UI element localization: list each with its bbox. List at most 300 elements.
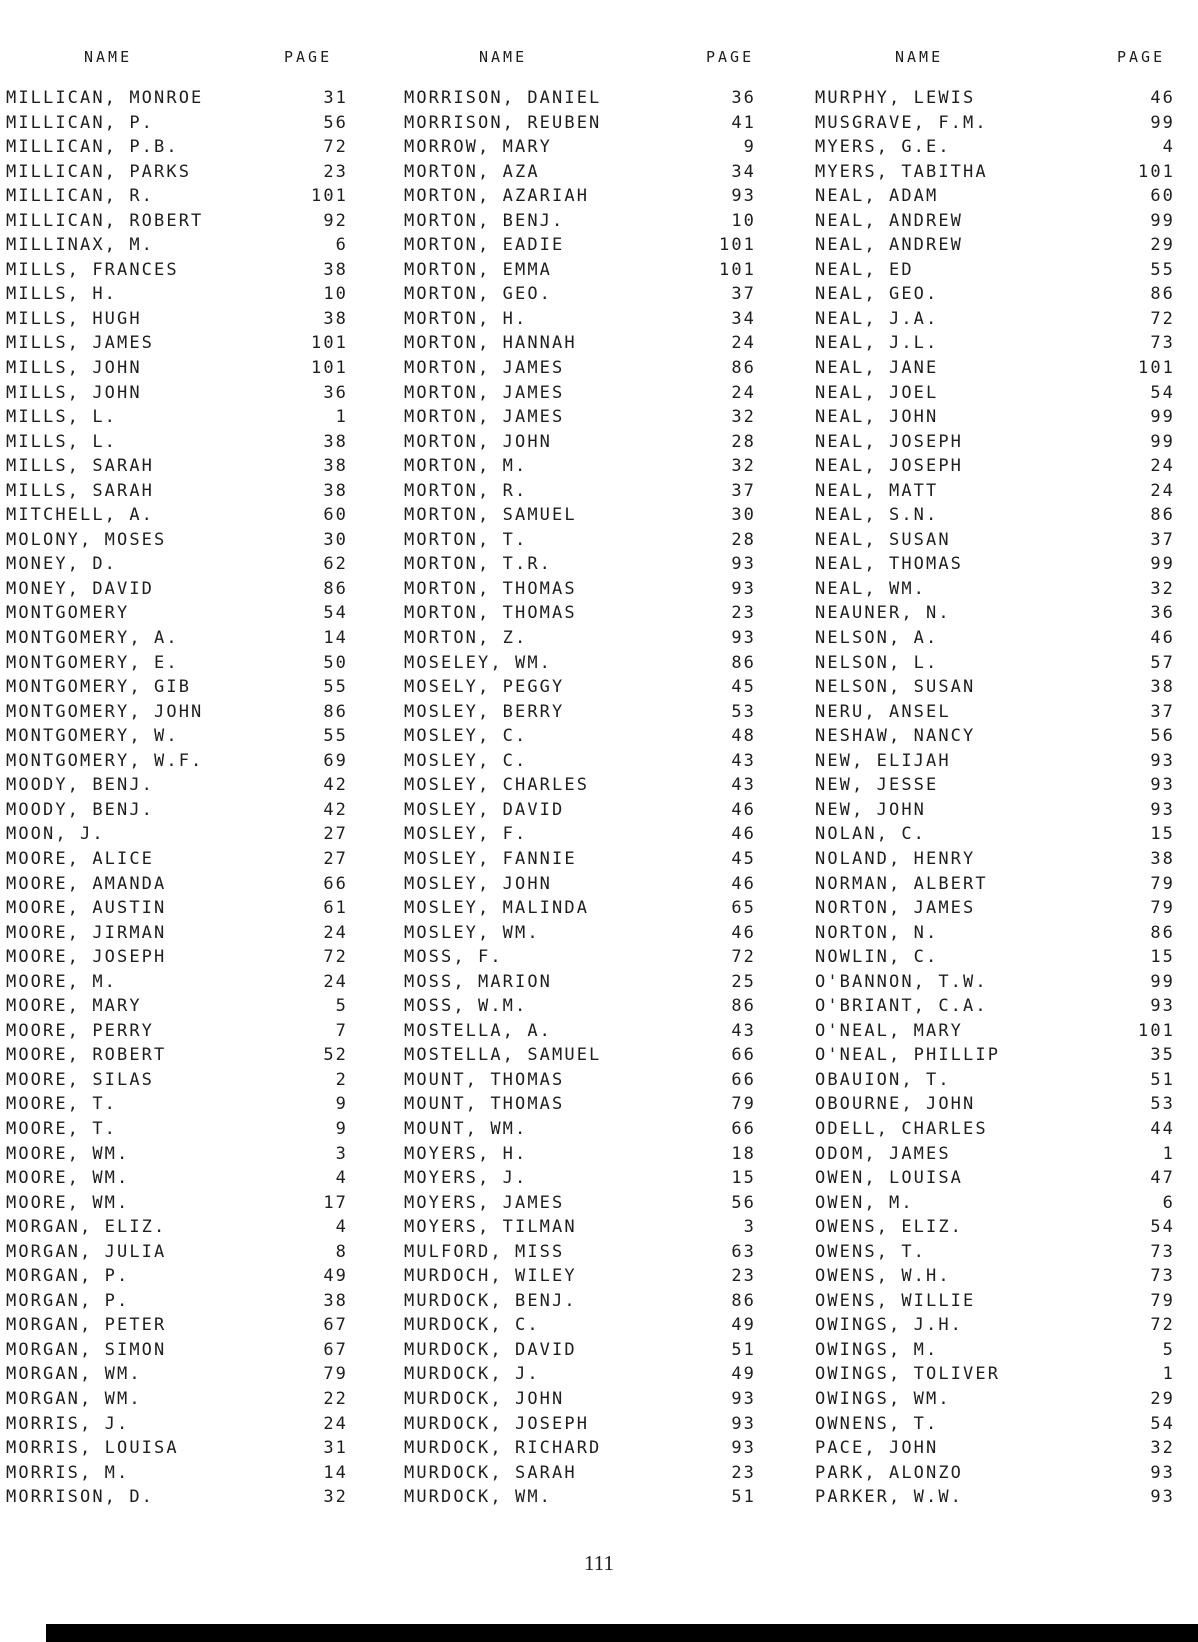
entry-name: NEAL, JOHN bbox=[815, 407, 939, 428]
entry-name: MONTGOMERY, E. bbox=[6, 652, 179, 673]
entry-page: 46 bbox=[731, 873, 756, 894]
entry-page: 23 bbox=[731, 603, 756, 624]
entry-page: 43 bbox=[731, 775, 756, 796]
entry-page: 93 bbox=[731, 554, 756, 575]
entry-page: 15 bbox=[731, 1168, 756, 1189]
entry-name: NEAL, JANE bbox=[815, 358, 939, 379]
entry-page: 69 bbox=[323, 750, 348, 771]
entry-page: 38 bbox=[323, 456, 348, 477]
entry-page: 60 bbox=[1150, 186, 1175, 207]
entry-page: 37 bbox=[731, 284, 756, 305]
entry-name: MOYERS, H. bbox=[404, 1143, 528, 1164]
entry-page: 22 bbox=[323, 1388, 348, 1409]
entry-page: 14 bbox=[323, 1462, 348, 1483]
entry-page: 93 bbox=[1150, 775, 1175, 796]
entry-page: 46 bbox=[731, 799, 756, 820]
entry-name: OWINGS, WM. bbox=[815, 1388, 951, 1409]
entry-name: MOORE, WM. bbox=[6, 1143, 130, 1164]
entry-page: 55 bbox=[323, 726, 348, 747]
entry-name: MILLS, L. bbox=[6, 431, 118, 452]
entry-page: 47 bbox=[1150, 1168, 1175, 1189]
entry-name: MILLS, FRANCES bbox=[6, 259, 179, 280]
entry-name: MILLICAN, ROBERT bbox=[6, 210, 204, 231]
entry-name: MOUNT, THOMAS bbox=[404, 1094, 565, 1115]
entry-page: 32 bbox=[1150, 1438, 1175, 1459]
entry-page: 23 bbox=[731, 1266, 756, 1287]
entry-name: MOSTELLA, A. bbox=[404, 1020, 553, 1041]
entry-page: 99 bbox=[1150, 112, 1175, 133]
entry-page: 93 bbox=[731, 186, 756, 207]
entry-name: MURDOCK, J. bbox=[404, 1364, 540, 1385]
entry-page: 53 bbox=[1150, 1094, 1175, 1115]
entry-name: MORTON, SAMUEL bbox=[404, 505, 577, 526]
entry-page: 49 bbox=[323, 1266, 348, 1287]
entry-page: 1 bbox=[1162, 1364, 1175, 1385]
entry-page: 17 bbox=[323, 1192, 348, 1213]
entry-name: MOSLEY, JOHN bbox=[404, 873, 553, 894]
entry-page: 45 bbox=[731, 677, 756, 698]
entry-page: 9 bbox=[335, 1118, 348, 1139]
entry-name: MOORE, PERRY bbox=[6, 1020, 155, 1041]
entry-name: MURDOCK, DAVID bbox=[404, 1339, 577, 1360]
entry-name: MURDOCK, BENJ. bbox=[404, 1290, 577, 1311]
entry-name: PARKER, W.W. bbox=[815, 1487, 964, 1508]
entry-page: 46 bbox=[1150, 88, 1175, 108]
entry-page: 18 bbox=[731, 1143, 756, 1164]
entry-page: 49 bbox=[731, 1315, 756, 1336]
entry-name: MORROW, MARY bbox=[404, 137, 553, 158]
entry-name: MOORE, ROBERT bbox=[6, 1045, 167, 1066]
entry-name: NEAL, ANDREW bbox=[815, 210, 964, 231]
entry-name: NEAL, MATT bbox=[815, 480, 939, 501]
entry-name: MURDOCK, WM. bbox=[404, 1487, 553, 1508]
entry-page: 72 bbox=[731, 947, 756, 968]
entry-page: 28 bbox=[731, 529, 756, 550]
entry-page: 24 bbox=[731, 333, 756, 354]
entry-name: MILLS, L. bbox=[6, 407, 118, 428]
entry-page: 67 bbox=[323, 1315, 348, 1336]
entry-name: NOWLIN, C. bbox=[815, 947, 939, 968]
entry-page: 101 bbox=[310, 358, 348, 379]
entry-page: 43 bbox=[731, 1020, 756, 1041]
entry-name: MOSELEY, WM. bbox=[404, 652, 553, 673]
entry-page: 30 bbox=[323, 529, 348, 550]
entry-page: 101 bbox=[718, 259, 756, 280]
entry-name: MONTGOMERY, W. bbox=[6, 726, 179, 747]
entry-name: MORTON, Z. bbox=[404, 628, 528, 649]
entry-page: 72 bbox=[323, 947, 348, 968]
entry-page: 93 bbox=[1150, 799, 1175, 820]
entry-name: MILLS, JOHN bbox=[6, 358, 142, 379]
entry-name: MOSTELLA, SAMUEL bbox=[404, 1045, 602, 1066]
entry-page: 38 bbox=[323, 259, 348, 280]
entry-name: MUSGRAVE, F.M. bbox=[815, 112, 988, 133]
entry-name: MOSLEY, CHARLES bbox=[404, 775, 590, 796]
entry-page: 99 bbox=[1150, 431, 1175, 452]
entry-page: 86 bbox=[323, 578, 348, 599]
entry-page: 5 bbox=[335, 996, 348, 1017]
entry-page: 86 bbox=[731, 652, 756, 673]
entry-page: 15 bbox=[1150, 824, 1175, 845]
entry-name: MORTON, EADIE bbox=[404, 235, 565, 256]
entry-name: OWENS, WILLIE bbox=[815, 1290, 976, 1311]
name-header: NAME bbox=[479, 48, 528, 66]
entry-page: 25 bbox=[731, 971, 756, 992]
entry-page: 93 bbox=[1150, 996, 1175, 1017]
entry-name: MONEY, DAVID bbox=[6, 578, 155, 599]
entry-name: MORRIS, M. bbox=[6, 1462, 130, 1483]
entry-name: MYERS, G.E. bbox=[815, 137, 951, 158]
entry-page: 27 bbox=[323, 848, 348, 869]
entry-page: 43 bbox=[731, 750, 756, 771]
entry-name: MORGAN, SIMON bbox=[6, 1339, 167, 1360]
entry-page: 24 bbox=[323, 922, 348, 943]
entry-page: 1 bbox=[1162, 1143, 1175, 1164]
entry-page: 86 bbox=[731, 1290, 756, 1311]
entry-page: 66 bbox=[731, 1118, 756, 1139]
entry-page: 30 bbox=[731, 505, 756, 526]
entry-page: 93 bbox=[731, 578, 756, 599]
entry-name: MOORE, AMANDA bbox=[6, 873, 167, 894]
entry-name: PACE, JOHN bbox=[815, 1438, 939, 1459]
entry-name: MORTON, T. bbox=[404, 529, 528, 550]
entry-page: 86 bbox=[323, 701, 348, 722]
entry-name: MORTON, JAMES bbox=[404, 358, 565, 379]
entry-name: NELSON, SUSAN bbox=[815, 677, 976, 698]
entry-page: 51 bbox=[1150, 1069, 1175, 1090]
entry-name: OWEN, M. bbox=[815, 1192, 914, 1213]
entry-name: MILLICAN, R. bbox=[6, 186, 155, 207]
entry-name: MILLICAN, P. bbox=[6, 112, 155, 133]
entry-name: NEW, ELIJAH bbox=[815, 750, 951, 771]
entry-name: NORMAN, ALBERT bbox=[815, 873, 988, 894]
entry-name: MILLS, JAMES bbox=[6, 333, 155, 354]
entry-page: 5 bbox=[1162, 1339, 1175, 1360]
entry-name: MOODY, BENJ. bbox=[6, 799, 155, 820]
entry-page: 52 bbox=[323, 1045, 348, 1066]
entry-page: 9 bbox=[743, 137, 756, 158]
entry-page: 101 bbox=[310, 186, 348, 207]
entry-name: MILLICAN, PARKS bbox=[6, 161, 192, 182]
entry-name: NEAL, ANDREW bbox=[815, 235, 964, 256]
entry-name: MORRIS, LOUISA bbox=[6, 1438, 179, 1459]
entry-name: PARK, ALONZO bbox=[815, 1462, 964, 1483]
entry-name: NOLAN, C. bbox=[815, 824, 927, 845]
entry-name: MORTON, R. bbox=[404, 480, 528, 501]
entry-name: MOUNT, WM. bbox=[404, 1118, 528, 1139]
entry-page: 10 bbox=[323, 284, 348, 305]
entry-page: 51 bbox=[731, 1339, 756, 1360]
entry-page: 34 bbox=[731, 161, 756, 182]
entry-name: NEAL, JOSEPH bbox=[815, 431, 964, 452]
entry-name: O'NEAL, PHILLIP bbox=[815, 1045, 1001, 1066]
entry-page: 73 bbox=[1150, 1266, 1175, 1287]
entry-name: MOSLEY, WM. bbox=[404, 922, 540, 943]
entry-name: MOSLEY, C. bbox=[404, 726, 528, 747]
entry-page: 99 bbox=[1150, 971, 1175, 992]
entry-page: 1 bbox=[335, 407, 348, 428]
entry-name: NEAL, J.L. bbox=[815, 333, 939, 354]
entry-name: NORTON, N. bbox=[815, 922, 939, 943]
entry-page: 6 bbox=[335, 235, 348, 256]
entry-page: 15 bbox=[1150, 947, 1175, 968]
entry-name: MOSLEY, BERRY bbox=[404, 701, 565, 722]
entry-page: 73 bbox=[1150, 333, 1175, 354]
entry-page: 14 bbox=[323, 628, 348, 649]
entry-page: 86 bbox=[1150, 922, 1175, 943]
entry-name: NERU, ANSEL bbox=[815, 701, 951, 722]
entry-name: MILLS, H. bbox=[6, 284, 118, 305]
entry-name: MURPHY, LEWIS bbox=[815, 88, 976, 108]
entry-name: MURDOCK, JOSEPH bbox=[404, 1413, 590, 1434]
entry-page: 67 bbox=[323, 1339, 348, 1360]
entry-page: 79 bbox=[1150, 898, 1175, 919]
entry-name: OWENS, ELIZ. bbox=[815, 1217, 964, 1238]
entry-page: 37 bbox=[1150, 529, 1175, 550]
entry-page: 38 bbox=[323, 1290, 348, 1311]
entry-name: MONEY, D. bbox=[6, 554, 118, 575]
entry-name: MONTGOMERY bbox=[6, 603, 130, 624]
entry-name: NEAL, WM. bbox=[815, 578, 927, 599]
entry-name: NEAL, THOMAS bbox=[815, 554, 964, 575]
entry-page: 101 bbox=[718, 235, 756, 256]
entry-name: MORRIS, J. bbox=[6, 1413, 130, 1434]
entry-name: MOSLEY, C. bbox=[404, 750, 528, 771]
entry-page: 34 bbox=[731, 308, 756, 329]
entry-page: 37 bbox=[1150, 701, 1175, 722]
entry-page: 54 bbox=[323, 603, 348, 624]
entry-page: 4 bbox=[335, 1217, 348, 1238]
entry-page: 54 bbox=[1150, 1413, 1175, 1434]
entry-name: MORTON, THOMAS bbox=[404, 578, 577, 599]
entry-name: MITCHELL, A. bbox=[6, 505, 155, 526]
entry-page: 54 bbox=[1150, 382, 1175, 403]
entry-page: 29 bbox=[1150, 1388, 1175, 1409]
entry-name: MORTON, T.R. bbox=[404, 554, 553, 575]
entry-name: MORTON, HANNAH bbox=[404, 333, 577, 354]
entry-name: MOYERS, JAMES bbox=[404, 1192, 565, 1213]
entry-name: MYERS, TABITHA bbox=[815, 161, 988, 182]
entry-page: 72 bbox=[323, 137, 348, 158]
entry-name: MORGAN, WM. bbox=[6, 1364, 142, 1385]
entry-page: 101 bbox=[1137, 358, 1175, 379]
entry-page: 56 bbox=[1150, 726, 1175, 747]
entry-page: 99 bbox=[1150, 210, 1175, 231]
entry-name: MOORE, MARY bbox=[6, 996, 142, 1017]
entry-page: 23 bbox=[731, 1462, 756, 1483]
entry-page: 46 bbox=[1150, 628, 1175, 649]
entry-name: NOLAND, HENRY bbox=[815, 848, 976, 869]
entry-name: MOYERS, TILMAN bbox=[404, 1217, 577, 1238]
entry-name: MORTON, JAMES bbox=[404, 382, 565, 403]
entry-name: MILLS, SARAH bbox=[6, 480, 155, 501]
entry-name: NEW, JESSE bbox=[815, 775, 939, 796]
entry-page: 38 bbox=[323, 480, 348, 501]
entry-name: MILLS, HUGH bbox=[6, 308, 142, 329]
entry-page: 37 bbox=[731, 480, 756, 501]
entry-page: 27 bbox=[323, 824, 348, 845]
entry-page: 60 bbox=[323, 505, 348, 526]
entry-page: 101 bbox=[1137, 1020, 1175, 1041]
entry-page: 79 bbox=[1150, 873, 1175, 894]
entry-name: MILLS, SARAH bbox=[6, 456, 155, 477]
entry-name: NEAL, ED bbox=[815, 259, 914, 280]
entry-name: O'BRIANT, C.A. bbox=[815, 996, 988, 1017]
entry-page: 44 bbox=[1150, 1118, 1175, 1139]
entry-name: MILLICAN, P.B. bbox=[6, 137, 179, 158]
entry-name: NELSON, L. bbox=[815, 652, 939, 673]
entry-name: MURDOCH, WILEY bbox=[404, 1266, 577, 1287]
entry-page: 51 bbox=[731, 1487, 756, 1508]
entry-name: OWNENS, T. bbox=[815, 1413, 939, 1434]
entry-name: OWENS, W.H. bbox=[815, 1266, 951, 1287]
entry-name: NEAL, JOEL bbox=[815, 382, 939, 403]
entry-page: 24 bbox=[1150, 480, 1175, 501]
entry-page: 79 bbox=[731, 1094, 756, 1115]
entry-name: MORTON, THOMAS bbox=[404, 603, 577, 624]
entry-page: 63 bbox=[731, 1241, 756, 1262]
entry-name: ODELL, CHARLES bbox=[815, 1118, 988, 1139]
entry-page: 9 bbox=[335, 1094, 348, 1115]
entry-page: 86 bbox=[731, 996, 756, 1017]
entry-name: MILLICAN, MONROE bbox=[6, 88, 204, 108]
entry-name: OWEN, LOUISA bbox=[815, 1168, 964, 1189]
entry-name: MORGAN, P. bbox=[6, 1266, 130, 1287]
entry-page: 32 bbox=[323, 1487, 348, 1508]
entry-name: MURDOCK, C. bbox=[404, 1315, 540, 1336]
entry-page: 93 bbox=[1150, 1487, 1175, 1508]
entry-name: MORRISON, DANIEL bbox=[404, 88, 602, 108]
entry-name: NEW, JOHN bbox=[815, 799, 927, 820]
entry-name: MOSELY, PEGGY bbox=[404, 677, 565, 698]
entry-name: MOORE, WM. bbox=[6, 1192, 130, 1213]
entry-page: 24 bbox=[731, 382, 756, 403]
entry-page: 66 bbox=[731, 1069, 756, 1090]
entry-name: MONTGOMERY, GIB bbox=[6, 677, 192, 698]
entry-page: 50 bbox=[323, 652, 348, 673]
entry-page: 24 bbox=[323, 971, 348, 992]
entry-page: 93 bbox=[1150, 750, 1175, 771]
entry-page: 49 bbox=[731, 1364, 756, 1385]
entry-name: NEAUNER, N. bbox=[815, 603, 951, 624]
entry-page: 46 bbox=[731, 824, 756, 845]
entry-name: MORTON, AZA bbox=[404, 161, 540, 182]
entry-page: 31 bbox=[323, 88, 348, 108]
entry-page: 73 bbox=[1150, 1241, 1175, 1262]
entry-name: MORTON, JOHN bbox=[404, 431, 553, 452]
entry-name: OWINGS, TOLIVER bbox=[815, 1364, 1001, 1385]
entry-name: MONTGOMERY, W.F. bbox=[6, 750, 204, 771]
entry-page: 93 bbox=[731, 628, 756, 649]
entry-name: MORGAN, WM. bbox=[6, 1388, 142, 1409]
entry-page: 79 bbox=[323, 1364, 348, 1385]
entry-name: ODOM, JAMES bbox=[815, 1143, 951, 1164]
entry-page: 42 bbox=[323, 775, 348, 796]
entry-page: 35 bbox=[1150, 1045, 1175, 1066]
entry-name: MOSLEY, DAVID bbox=[404, 799, 565, 820]
entry-name: NEAL, SUSAN bbox=[815, 529, 951, 550]
entry-page: 101 bbox=[310, 333, 348, 354]
entry-name: MURDOCK, RICHARD bbox=[404, 1438, 602, 1459]
entry-name: MOORE, JIRMAN bbox=[6, 922, 167, 943]
entry-page: 72 bbox=[1150, 1315, 1175, 1336]
entry-page: 45 bbox=[731, 848, 756, 869]
entry-name: MORTON, AZARIAH bbox=[404, 186, 590, 207]
entry-page: 93 bbox=[731, 1413, 756, 1434]
entry-page: 86 bbox=[1150, 505, 1175, 526]
entry-page: 23 bbox=[323, 161, 348, 182]
entry-name: O'NEAL, MARY bbox=[815, 1020, 964, 1041]
entry-name: NEAL, JOSEPH bbox=[815, 456, 964, 477]
entry-name: MORTON, H. bbox=[404, 308, 528, 329]
entry-name: NELSON, A. bbox=[815, 628, 939, 649]
entry-page: 36 bbox=[323, 382, 348, 403]
entry-page: 99 bbox=[1150, 407, 1175, 428]
entry-name: MONTGOMERY, JOHN bbox=[6, 701, 204, 722]
entry-page: 93 bbox=[1150, 1462, 1175, 1483]
entry-page: 32 bbox=[731, 407, 756, 428]
entry-page: 7 bbox=[335, 1020, 348, 1041]
entry-page: 3 bbox=[335, 1143, 348, 1164]
entry-page: 41 bbox=[731, 112, 756, 133]
name-header: NAME bbox=[895, 48, 944, 66]
entry-name: MOORE, JOSEPH bbox=[6, 947, 167, 968]
entry-name: MORTON, BENJ. bbox=[404, 210, 565, 231]
entry-name: MILLS, JOHN bbox=[6, 382, 142, 403]
entry-name: MOODY, BENJ. bbox=[6, 775, 155, 796]
entry-name: MORTON, EMMA bbox=[404, 259, 553, 280]
entry-name: NORTON, JAMES bbox=[815, 898, 976, 919]
entry-page: 8 bbox=[335, 1241, 348, 1262]
entry-page: 86 bbox=[1150, 284, 1175, 305]
entry-name: NEAL, ADAM bbox=[815, 186, 939, 207]
entry-name: MOORE, ALICE bbox=[6, 848, 155, 869]
entry-name: MOUNT, THOMAS bbox=[404, 1069, 565, 1090]
entry-name: MONTGOMERY, A. bbox=[6, 628, 179, 649]
entry-page: 66 bbox=[323, 873, 348, 894]
entry-page: 93 bbox=[731, 1438, 756, 1459]
entry-page: 92 bbox=[323, 210, 348, 231]
entry-page: 72 bbox=[1150, 308, 1175, 329]
entry-name: OWENS, T. bbox=[815, 1241, 927, 1262]
entry-name: MOORE, AUSTIN bbox=[6, 898, 167, 919]
entry-page: 38 bbox=[1150, 677, 1175, 698]
entry-name: OBOURNE, JOHN bbox=[815, 1094, 976, 1115]
name-header: NAME bbox=[84, 48, 133, 66]
entry-page: 38 bbox=[1150, 848, 1175, 869]
entry-name: MOSLEY, F. bbox=[404, 824, 528, 845]
entry-page: 56 bbox=[731, 1192, 756, 1213]
entry-name: MOSS, F. bbox=[404, 947, 503, 968]
entry-name: NEAL, S.N. bbox=[815, 505, 939, 526]
entry-name: MOORE, WM. bbox=[6, 1168, 130, 1189]
entry-name: OWINGS, J.H. bbox=[815, 1315, 964, 1336]
entry-name: NEAL, J.A. bbox=[815, 308, 939, 329]
entry-name: MOORE, SILAS bbox=[6, 1069, 155, 1090]
entry-page: 79 bbox=[1150, 1290, 1175, 1311]
entry-name: MORTON, GEO. bbox=[404, 284, 553, 305]
entry-page: 32 bbox=[731, 456, 756, 477]
entry-page: 93 bbox=[731, 1388, 756, 1409]
entry-name: MOSLEY, FANNIE bbox=[404, 848, 577, 869]
entry-name: MOORE, M. bbox=[6, 971, 118, 992]
entry-page: 55 bbox=[1150, 259, 1175, 280]
entry-page: 62 bbox=[323, 554, 348, 575]
entry-page: 101 bbox=[1137, 161, 1175, 182]
entry-page: 4 bbox=[1162, 137, 1175, 158]
page-number: 111 bbox=[584, 1551, 614, 1575]
entry-name: NEAL, GEO. bbox=[815, 284, 939, 305]
